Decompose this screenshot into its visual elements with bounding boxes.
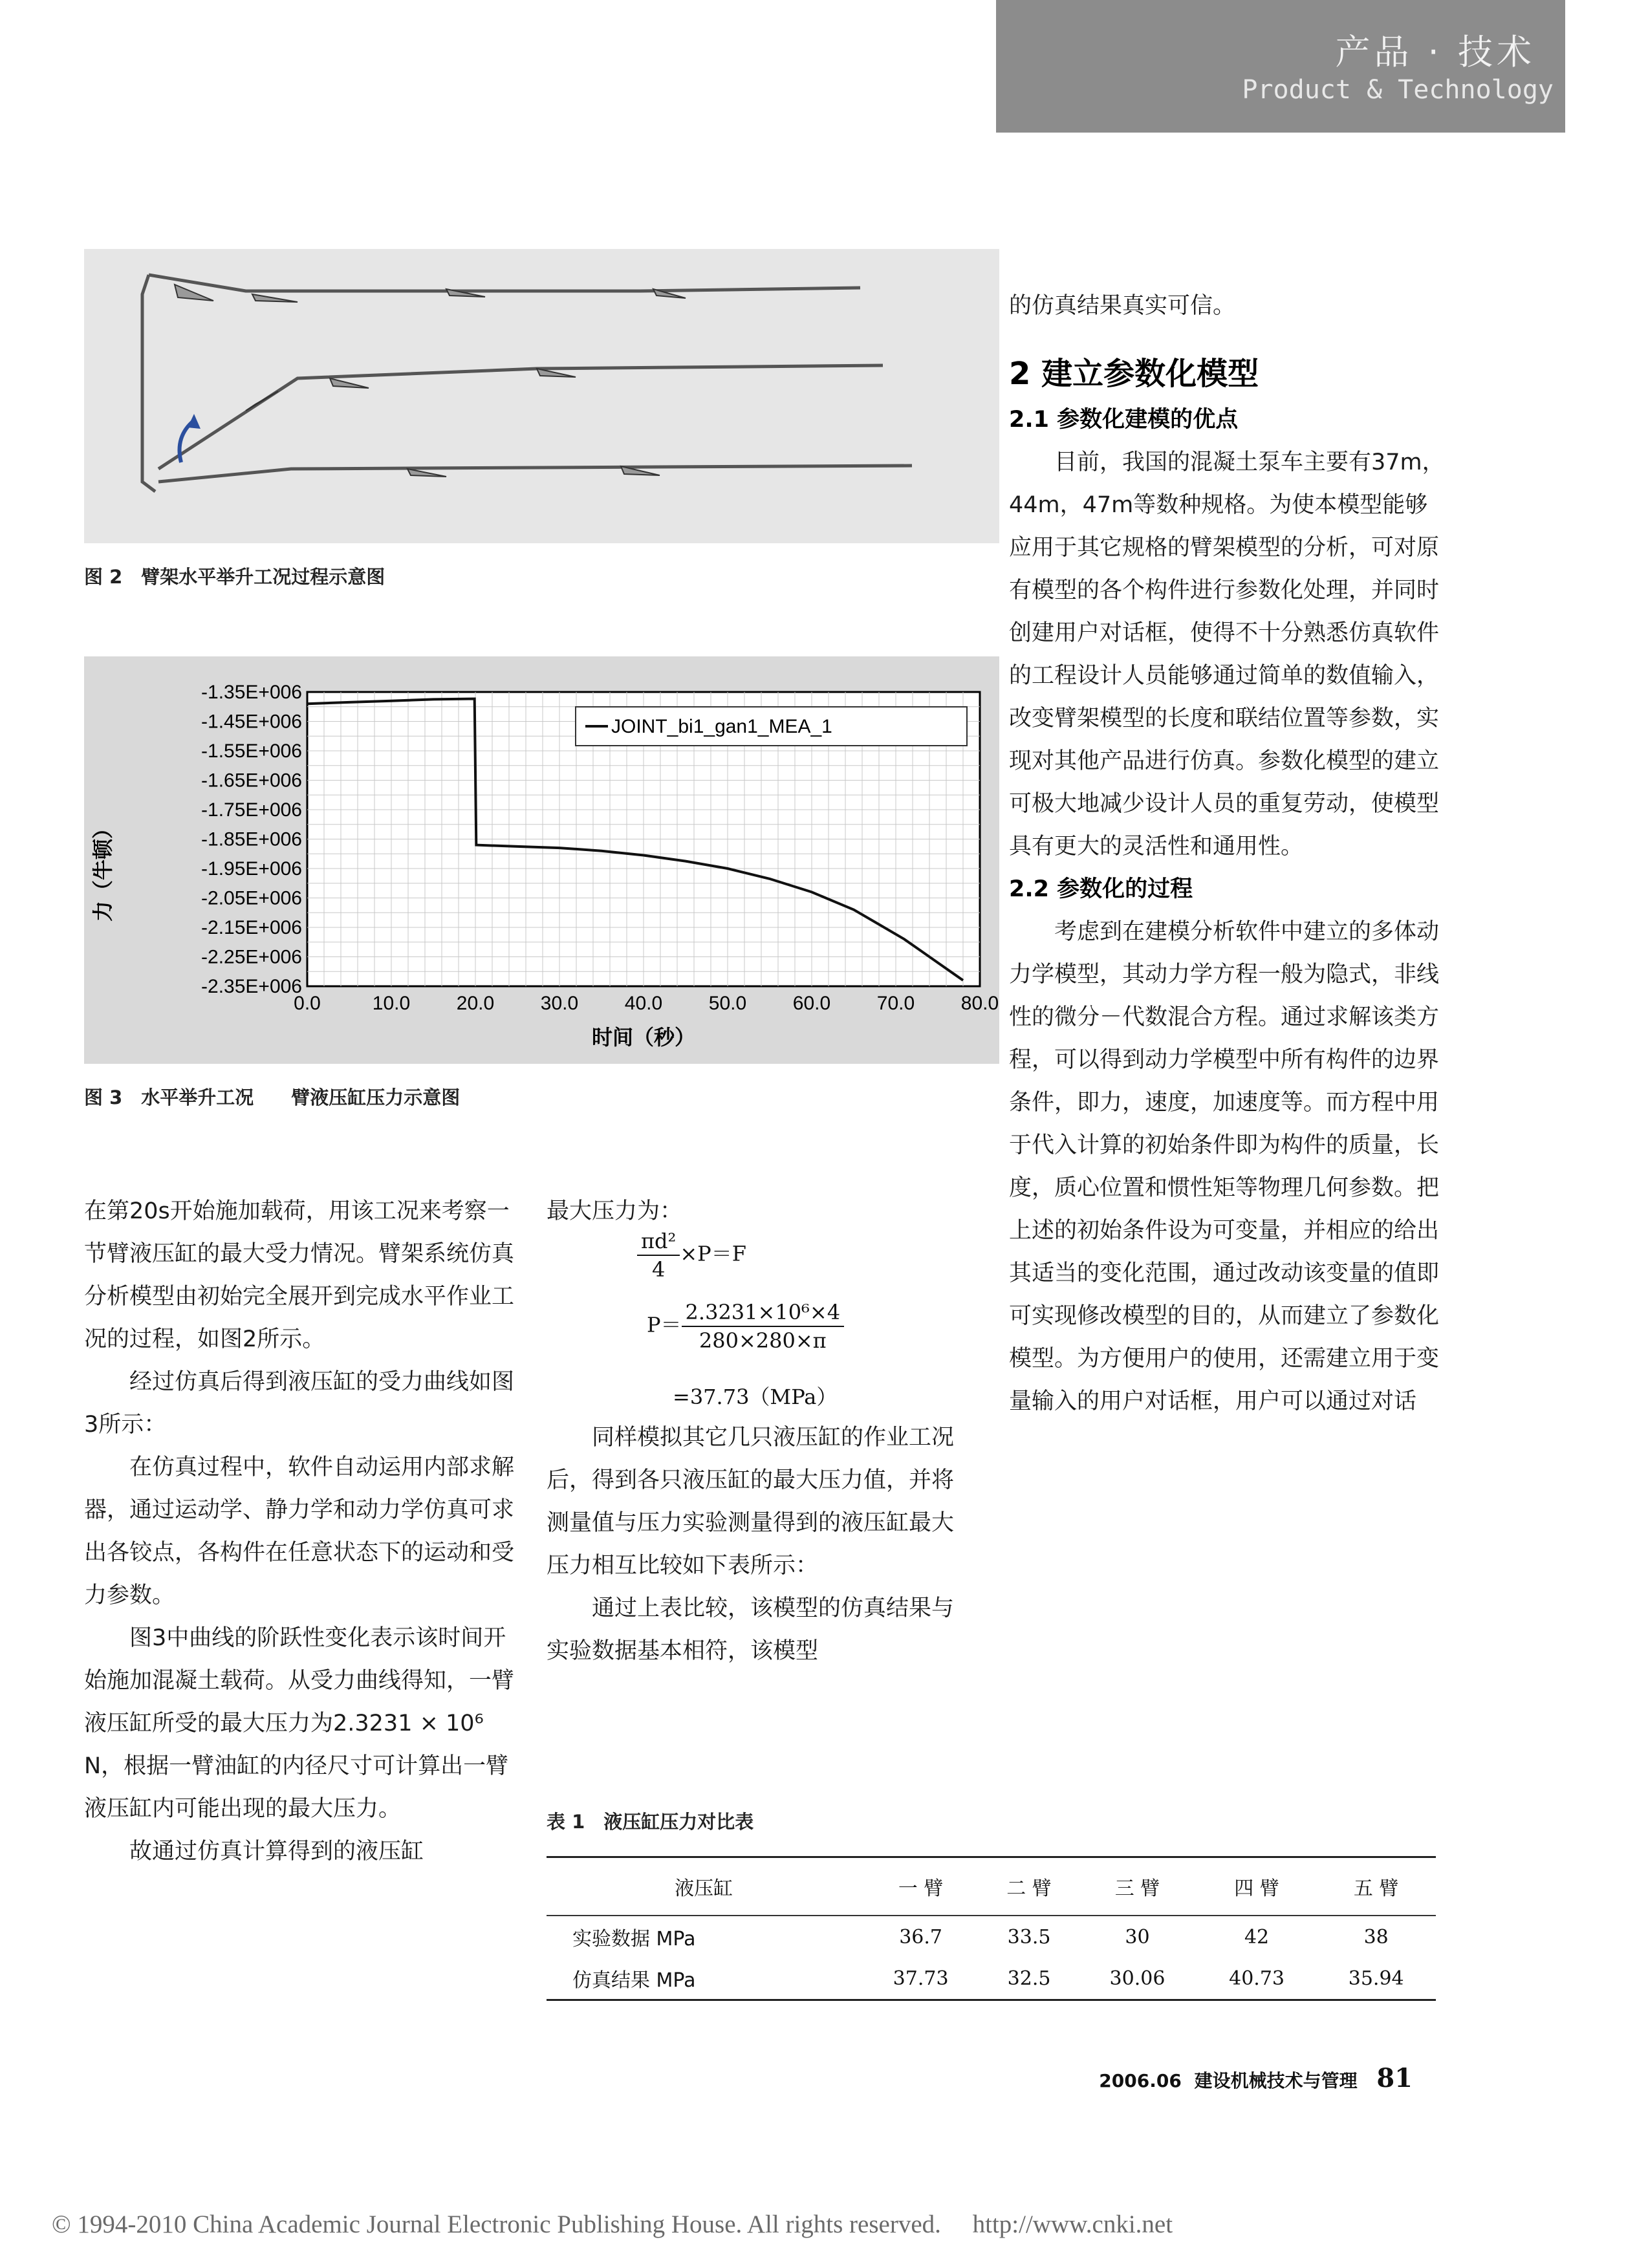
table-cell: 32.5 [1007, 1967, 1051, 1990]
arrowhead-icon [188, 414, 201, 429]
y-tick-label: -2.05E+006 [201, 887, 302, 909]
figure-3-caption: 图 3 水平举升工况 臂液压缸压力示意图 [84, 1086, 461, 1108]
x-tick-label: 30.0 [540, 993, 579, 1014]
col3-p1: 目前，我国的混凝土泵车主要有37m，44m，47m等数种规格。为使本模型能够应用于其它规格的臂架模型的分析，可对原有模型的各个构件进行参数化处理，并同时创建用户对话框，使得不十分熟悉仿真软件的工程设计人员能够通过简单的数值输入，改变臂架模型的长度和联结位置等参数，实现对其他产品进行仿真。参数化模型的建立可极大地减少设计人员的重复劳动，使模型具有更大的灵活性和通用性。 [1009, 449, 1445, 859]
column-3 [1009, 285, 1449, 1423]
copyright-line: © 1994-2010 China Academic Journal Electronic Publishing House. All rights reserved. http://www.cnki.net [52, 2210, 1173, 2238]
formula-2: P＝ $\frac{\text{2.3231×10⁶×4}}{280\times 280\times\pi}$ [647, 1300, 844, 1353]
column-2 [547, 1190, 973, 1233]
table-cell: 40.73 [1229, 1967, 1285, 1990]
col2-p1: 最大压力为： [547, 1198, 683, 1224]
table-header: 一 臂 [861, 1858, 981, 1916]
x-tick-label: 70.0 [876, 993, 915, 1014]
cylinder-1 [175, 285, 213, 301]
table-cell: 42 [1244, 1925, 1270, 1949]
section-title-en: Product & Technology [1242, 75, 1554, 105]
cylinder-2 [252, 294, 298, 302]
subsection-heading-1: 2.1 参数化建模的优点 [1009, 407, 1239, 433]
x-tick-label: 80.0 [960, 993, 999, 1014]
boom-schematic [84, 249, 999, 543]
y-tick-label: -1.95E+006 [201, 858, 302, 880]
x-axis-label: 时间（秒） [591, 1025, 696, 1050]
table-row [547, 1958, 1436, 1999]
table-1-frame [547, 1856, 1436, 2001]
journal-name: 建设机械技术与管理 [1194, 2070, 1358, 2091]
table-cell: 37.73 [893, 1967, 949, 1990]
y-axis-label: 力（牛顿） [91, 817, 115, 922]
cylinder-6 [330, 378, 369, 388]
figure-3 [84, 656, 999, 1064]
x-tick-label: 10.0 [372, 993, 411, 1014]
page-footer [1099, 2063, 1413, 2093]
comparison-table [547, 1858, 1436, 1999]
table-header: 三 臂 [1078, 1858, 1197, 1916]
table-header: 五 臂 [1316, 1858, 1436, 1916]
table-cell: 30.06 [1109, 1967, 1165, 1990]
table-header: 四 臂 [1197, 1858, 1317, 1916]
col3-p0: 的仿真结果真实可信。 [1009, 293, 1236, 319]
boom-top [149, 275, 860, 291]
boom-mast [142, 275, 155, 491]
legend-label: JOINT_bi1_gan1_MEA_1 [611, 716, 832, 737]
y-tick-label: -1.35E+006 [201, 682, 302, 703]
table-row [547, 1916, 1436, 1958]
table-cell: 33.5 [1007, 1925, 1051, 1949]
cylinder-8 [407, 469, 446, 477]
y-tick-label: -2.25E+006 [201, 946, 302, 968]
y-tick-label: -2.15E+006 [201, 917, 302, 938]
section-title: 产品 · 技术 [1335, 32, 1535, 72]
col3-p2: 考虑到在建模分析软件中建立的多体动力学模型，其动力学方程一般为隐式，非线性的微分－代数混合方程。通过求解该类方程，可以得到动力学模型中所有构件的边界条件，即力，速度，加速度等。而方程中用于代入计算的初始条件即为构件的质量，长度，质心位置和惯性矩等物理几何参数。把上述的初始条件设为可变量，并相应的给出其适当的变化范围，通过改动该变量的值即可实现修改模型的目的，从而建立了参数化模型。为方便用户的使用，还需建立用于变量输入的用户对话框，用户可以通过对话 [1009, 919, 1440, 1414]
col1-p1: 在第20s开始施加载荷，用该工况来考察一节臂液压缸的最大受力情况。臂架系统仿真分析模型由初始完全展开到完成水平作业工况的过程，如图2所示。 [84, 1198, 515, 1352]
table-cell: 35.94 [1348, 1967, 1404, 1990]
page-number: 81 [1376, 2063, 1413, 2093]
formula-3: =37.73（MPa） [673, 1385, 838, 1409]
table-header-row [547, 1858, 1436, 1916]
issue-date: 2006.06 [1099, 2070, 1182, 2091]
column-2b [547, 1416, 973, 1672]
col2-p2: 同样模拟其它几只液压缸的作业工况后，得到各只液压缸的最大压力值，并将测量值与压力实验测量得到的液压缸最大压力相互比较如下表所示： [547, 1425, 955, 1579]
figure-2 [84, 249, 999, 543]
formula-1: $\frac{\text{πd²}}{4}$ ×P＝F [637, 1229, 746, 1282]
y-tick-label: -1.65E+006 [201, 770, 302, 792]
col2-p3: 通过上表比较，该模型的仿真结果与实验数据基本相符，该模型 [547, 1595, 955, 1664]
x-tick-label: 60.0 [792, 993, 831, 1014]
table-header: 二 臂 [981, 1858, 1078, 1916]
cylinder-5 [246, 391, 278, 411]
table-cell: 实验数据 MPa [572, 1928, 696, 1950]
table-header: 液压缸 [547, 1858, 861, 1916]
subsection-heading-2: 2.2 参数化的过程 [1009, 876, 1193, 902]
table-1-caption: 表 1 液压缸压力对比表 [547, 1811, 754, 1833]
boom-bottom [158, 466, 912, 482]
y-tick-label: -1.75E+006 [201, 799, 302, 821]
table-cell: 仿真结果 MPa [572, 1969, 696, 1992]
col1-p4: 图3中曲线的阶跃性变化表示该时间开始施加混凝土载荷。从受力曲线得知，一臂液压缸所受的最大压力为2.3231 × 10⁶ N，根据一臂油缸的内径尺寸可计算出一臂液压缸内可能出现的最大压力。 [84, 1625, 515, 1822]
x-tick-label: 40.0 [624, 993, 663, 1014]
y-tick-label: -1.85E+006 [201, 828, 302, 850]
table-cell: 38 [1363, 1925, 1389, 1949]
col1-p3: 在仿真过程中，软件自动运用内部求解器，通过运动学、静力学和动力学仿真可求出各铰点，各构件在任意状态下的运动和受力参数。 [84, 1454, 515, 1608]
table-cell: 36.7 [899, 1925, 942, 1949]
x-tick-label: 50.0 [708, 993, 747, 1014]
y-tick-label: -1.55E+006 [201, 740, 302, 762]
section-heading: 2 建立参数化模型 [1009, 356, 1259, 392]
y-tick-label: -1.45E+006 [201, 711, 302, 733]
force-chart [84, 656, 999, 1064]
col1-p2: 经过仿真后得到液压缸的受力曲线如图3所示： [84, 1369, 515, 1438]
x-tick-label: 20.0 [456, 993, 495, 1014]
boom-middle [158, 365, 883, 469]
y-tick-label: -2.35E+006 [201, 976, 302, 997]
figure-2-caption: 图 2 臂架水平举升工况过程示意图 [84, 566, 385, 588]
x-tick-label: 0.0 [294, 993, 321, 1014]
column-1 [84, 1190, 517, 1873]
col1-p5: 故通过仿真计算得到的液压缸 [129, 1839, 424, 1864]
table-cell: 30 [1125, 1925, 1150, 1949]
